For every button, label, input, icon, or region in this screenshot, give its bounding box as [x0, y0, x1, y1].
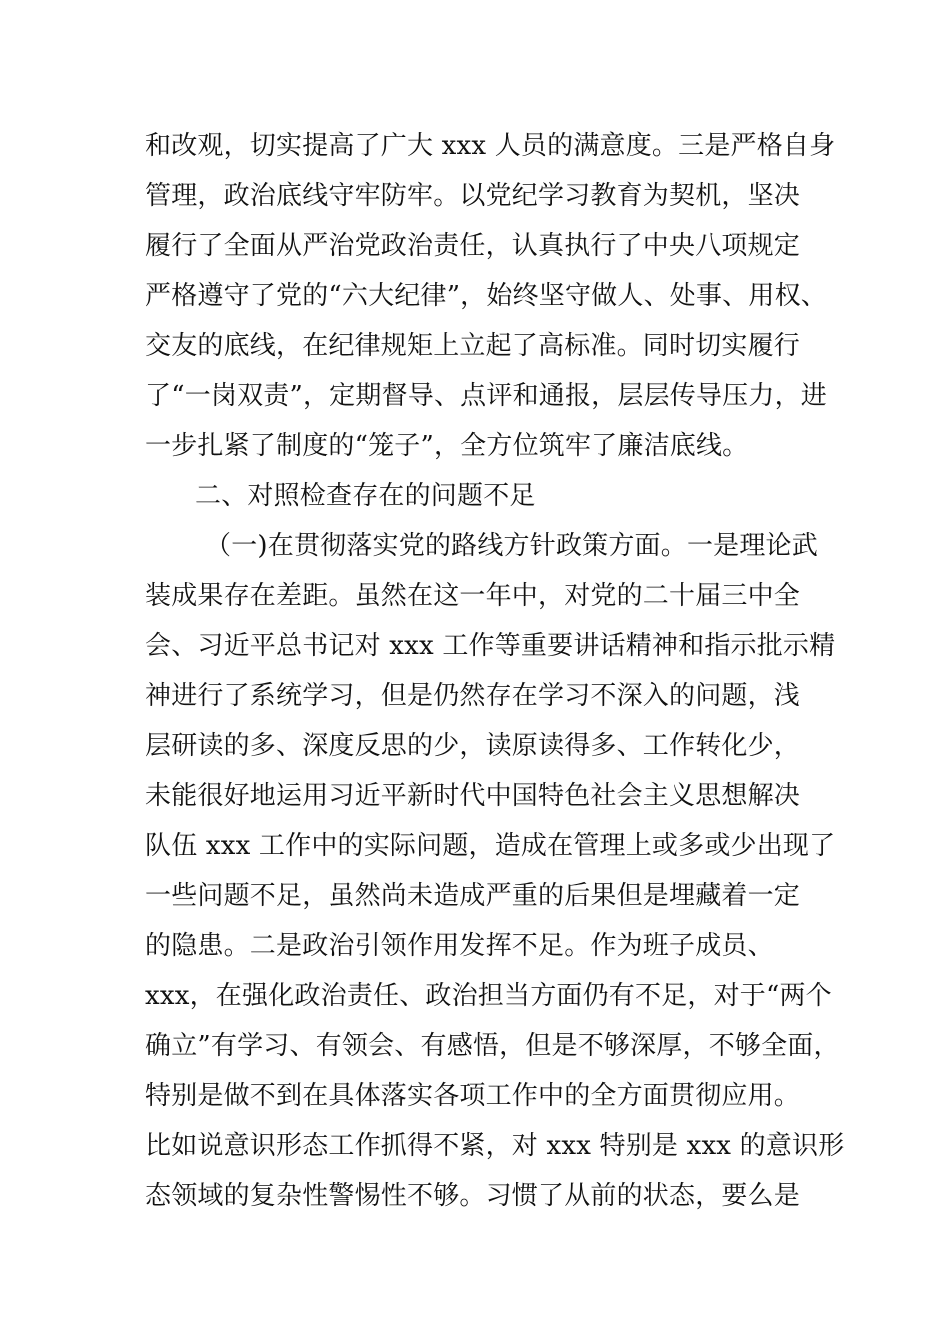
paragraph-line: 了“一岗双责”，定期督导、点评和通报，层层传导压力，进 — [145, 381, 827, 411]
paragraph-line: 未能很好地运用习近平新时代中国特色社会主义思想解决 — [145, 781, 801, 811]
paragraph-line: 的隐患。二是政治引领作用发挥不足。作为班子成员、 — [145, 931, 774, 961]
paragraph-line: 态领域的复杂性警惕性不够。习惯了从前的状态，要么是 — [145, 1181, 801, 1211]
paragraph-line: 交友的底线，在纪律规矩上立起了高标准。同时切实履行 — [145, 331, 801, 361]
paragraph-line: 一步扎紧了制度的“笼子”，全方位筑牢了廉洁底线。 — [145, 431, 749, 461]
paragraph-line: 队伍 xxx 工作中的实际问题，造成在管理上或多或少出现了 — [145, 831, 836, 861]
paragraph-line: 特别是做不到在具体落实各项工作中的全方面贯彻应用。 — [145, 1081, 801, 1111]
section-heading: 二、对照检查存在的问题不足 — [195, 481, 536, 511]
paragraph-line: 会、习近平总书记对 xxx 工作等重要讲话精神和指示批示精 — [145, 631, 836, 661]
paragraph-line: 管理，政治底线守牢防牢。以党纪学习教育为契机，坚决 — [145, 181, 801, 211]
paragraph-line: 严格遵守了党的“六大纪律”，始终坚守做人、处事、用权、 — [145, 281, 827, 311]
paragraph-line: 确立”有学习、有领会、有感悟，但是不够深厚，不够全面， — [145, 1031, 840, 1061]
paragraph-line: 履行了全面从严治党政治责任，认真执行了中央八项规定 — [145, 231, 801, 261]
paragraph-line: 一些问题不足，虽然尚未造成严重的后果但是埋藏着一定 — [145, 881, 801, 911]
paragraph-line: 比如说意识形态工作抓得不紧，对 xxx 特别是 xxx 的意识形 — [145, 1131, 845, 1161]
subsection-first-line: （一)在贯彻落实党的路线方针政策方面。一是理论武 — [205, 531, 818, 561]
paragraph-line: 装成果存在差距。虽然在这一年中，对党的二十届三中全 — [145, 581, 801, 611]
paragraph-line: 层研读的多、深度反思的少，读原读得多、工作转化少， — [145, 731, 801, 761]
paragraph-line: xxx，在强化政治责任、政治担当方面仍有不足，对于“两个 — [145, 981, 832, 1011]
paragraph-line: 和改观，切实提高了广大 xxx 人员的满意度。三是严格自身 — [145, 131, 836, 161]
paragraph-line: 神进行了系统学习，但是仍然存在学习不深入的问题，浅 — [145, 681, 801, 711]
